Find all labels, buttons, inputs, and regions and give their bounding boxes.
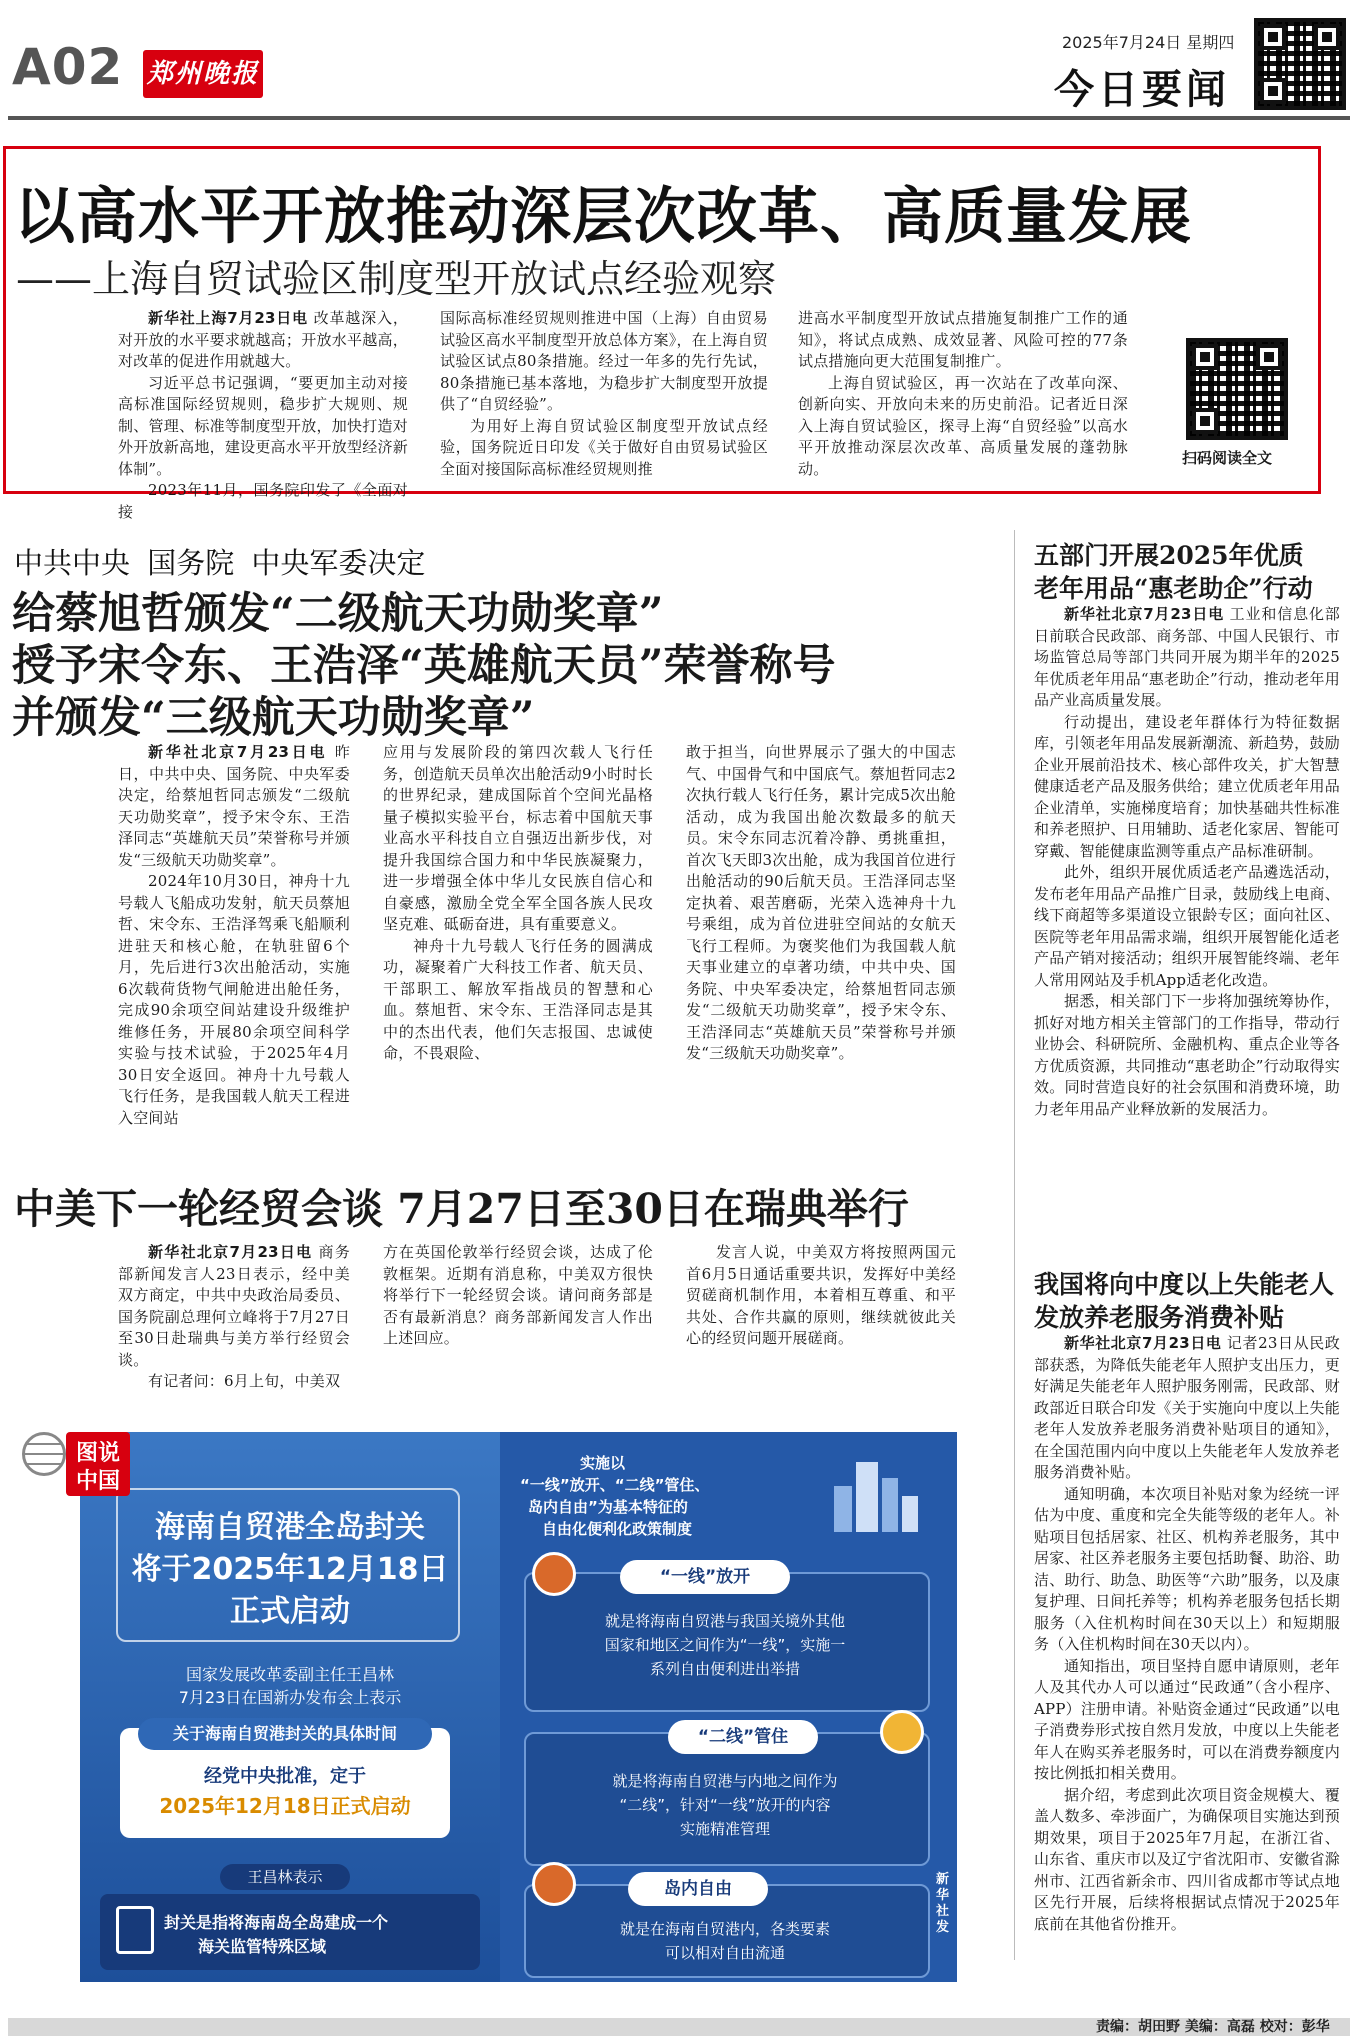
lead-column-3: [798, 308, 1128, 480]
implement-line-1: 实施以: [580, 1454, 626, 1472]
yixian-line-1: 就是将海南自贸港与我国关境外其他: [604, 1612, 845, 1630]
daonei-line-1: 就是在海南自贸港内，各类要素: [619, 1920, 830, 1938]
column-badge-line-1: 图说: [75, 1441, 120, 1466]
dateline: 新华社北京7月23日电: [1064, 605, 1225, 623]
wang-line-1: 封关是指将海南岛全岛建成一个: [164, 1913, 389, 1932]
paragraph: 上海自贸试验区，再一次站在了改革向深、创新向实、开放向未来的历史前沿。记者近日深入上海自贸试验区，探寻上海“自贸经验”以高水平开放推动深层次改革、高质量发展的蓬勃脉动。: [798, 373, 1128, 478]
paragraph: 习近平总书记强调，“要更加主动对接高标准国际经贸规则，稳步扩大规则、规制、管理、标准等制度型开放，加快打造对外开放新高地，建设更高水平开放型经济新体制”。: [118, 373, 408, 478]
infographic: [80, 1432, 957, 1982]
paragraph: 发言人说，中美双方将按照两国元首6月5日通话重要共识，发挥好中美经贸磋商机制作用，本着相互尊重、和平共处、合作共赢的原则，继续就彼此关心的经贸问题开展磋商。: [686, 1243, 956, 1347]
lead-subtitle: ——上海自贸试验区制度型开放试点经验观察: [16, 257, 777, 301]
space-title-line-1: 给蔡旭哲颁发“二级航天功勋奖章”: [12, 589, 664, 639]
elderly-goods-title-1: 五部门开展2025年优质: [1034, 541, 1304, 570]
implement-line-4: 自由化便利化政策制度: [542, 1520, 693, 1538]
time-line-1: 经党中央批准，定于: [204, 1766, 366, 1787]
space-column-1: 新华社北京7月23日电 昨日，中共中央、国务院、中央军委决定，给蔡旭哲同志颁发“二级航天功勋奖章”，授予宋令东、王浩泽同志“英雄航天员”荣誉称号并颁发“三级航天功勋奖章”。 2024年10月30日，神舟十九号载人飞船成功发射，航天员蔡旭哲、宋令东、王浩泽驾乘飞船顺利进驻天和核心舱，在轨驻留6个月，先后进行3次出舱活动，实施6次载荷货物气闸舱进出舱任务，完成90余项空间站建设升级维护维修任务，开展80余项空间科学实验与技术试验，于2025年4月30日安全返回。神舟十九号载人飞行任务，是我国载人航天工程进入空间站: [118, 742, 350, 1129]
page-number: A02: [12, 38, 124, 96]
source-line-1: 国家发展改革委副主任王昌林: [185, 1665, 394, 1684]
paragraph: 2024年10月30日，神舟十九号载人飞船成功发射，航天员蔡旭哲、宋令东、王浩泽驾乘飞船顺利进驻天和核心舱，在轨驻留6个月，先后进行3次出舱活动，实施6次载荷货物气闸舱进出舱任务，完成90余项空间站建设升级维护维修任务，开展80余项空间科学实验与技术试验，于2025年4月30日安全返回。神舟十九号载人飞行任务，是我国载人航天工程进入空间站: [118, 872, 350, 1127]
paragraph: 应用与发展阶段的第四次载人飞行任务，创造航天员单次出舱活动9小时时长的世界纪录，建成国际首个空间光晶格量子模拟实验平台，标志着中国航天事业高水平科技自立自强迈出新步伐，对提升我国综合国力和中华民族凝聚力，进一步增强全体中华儿女民族自信心和自豪感，激励全党全军全国各族人民攻坚克难、砥砺奋进，具有重要意义。: [383, 743, 653, 933]
infographic-credit: 新华社发: [936, 1872, 950, 1935]
paragraph: 神舟十九号载人飞行任务的圆满成功，凝聚着广大科技工作者、航天员、干部职工、解放军指战员的智慧和心血。蔡旭哲、宋令东、王浩泽同志是其中的杰出代表，他们矢志报国、忠诚使命，不畏艰险、: [383, 936, 653, 1062]
daonei-line-2: 可以相对自由流通: [664, 1944, 785, 1962]
source-line-2: 7月23日在国新办发布会上表示: [178, 1688, 402, 1707]
city-buildings-icon: [830, 1458, 920, 1532]
column-badge-line-2: 中国: [75, 1469, 120, 1494]
document-icon: [116, 1906, 154, 1954]
paragraph: 进高水平制度型开放试点措施复制推广工作的通知》，将试点成熟、成效显著、风险可控的77条试点措施向更大范围复制推广。: [798, 309, 1128, 370]
paragraph: 敢于担当，向世界展示了强大的中国志气、中国骨气和中国底气。蔡旭哲同志2次执行载人飞行任务，累计完成5次出舱活动，成为我国出舱次数最多的航天员。宋令东同志沉着冷静、勇挑重担，首次飞天即3次出舱，成为我国首位进行出舱活动的90后航天员。王浩泽同志坚定执着、艰苦磨砺，光荣入选神舟十九号乘组，成为首位进驻空间站的女航天飞行工程师。为褒奖他们为我国载人航天事业建立的卓著功绩，中共中央、国务院、中央军委决定，给蔡旭哲同志颁发“二级航天功勋奖章”，授予宋令东、王浩泽同志“英雄航天员”荣誉称号并颁发“三级航天功勋奖章”。: [686, 743, 956, 1062]
lead-column-1: 新华社上海7月23日电 改革越深入，对开放的水平要求就越高；开放水平越高，对改革的促进作用就越大。 习近平总书记强调，“要更加主动对接高标准国际经贸规则，稳步扩大规则、规制、管理、标准等制度型开放，加快打造对外开放新高地，建设更高水平开放型经济新体制”。 2023年11月，国务院印发了《全面对接: [118, 308, 408, 523]
paragraph: 为用好上海自贸试验区制度型开放试点经验，国务院近日印发《关于做好自由贸易试验区全面对接国际高标准经贸规则推: [440, 416, 768, 478]
elderly-goods-body: 新华社北京7月23日电 工业和信息化部日前联合民政部、商务部、中国人民银行、市场监管总局等部门共同开展为期半年的2025年优质老年用品“惠老助企”行动，推动老年用品产业高质量发展。 行动提出，建设老年群体行为特征数据库，引领老年用品发展新潮流、新趋势，鼓励企业开展前沿技术、核心部件攻关，扩大智慧健康适老产品及服务供给；建立优质老年用品企业清单，实施梯度培育；加快基础共性标准和养老照护、日用辅助、适老化家居、智能可穿戴、智能健康监测等重点产品标准研制。 此外，组织开展优质适老产品遴选活动，发布老年用品产品推广目录，鼓励线上电商、线下商超等多渠道设立银龄专区；面向社区、医院等老年用品需求端，组织开展智能化适老产品产销对接活动；组织开展智能终端、老年人常用网站及手机App适老化改造。 据悉，相关部门下一步将加强统筹协作，抓好对地方相关主管部门的工作指导，带动行业协会、科研院所、金融机构、重点企业等各方优质资源，共同推动“惠老助企”行动取得实效。同时营造良好的社会氛围和消费环境，助力老年用品产业释放新的发展活力。: [1034, 604, 1340, 1120]
elderly-care-body: 新华社北京7月23日电 记者23日从民政部获悉，为降低失能老年人照护支出压力，更好满足失能老年人照护服务刚需，民政部、财政部近日联合印发《关于实施向中度以上失能老年人发放养老服务消费补贴项目的通知》，在全国范围内向中度以上失能老年人发放养老服务消费补贴。 通知明确，本次项目补贴对象为经统一评估为中度、重度和完全失能等级的老年人。补贴项目包括居家、社区、机构养老服务，其中居家、社区养老服务主要包括助餐、助浴、助洁、助行、助急、助医等“六助”服务，以及康复护理、日间托养等；机构养老服务包括长期服务（入住机构时间在30天以上）和短期服务（入住机构时间在30天以内）。 通知指出，项目坚持自愿申请原则，老年人及其代办人可以通过“民政通”（含小程序、APP）注册申请。补贴资金通过“民政通”以电子消费券形式按自然月发放，中度以上失能老年人在购买养老服务时，可以在消费券额度内按比例抵扣相关费用。 据介绍，考虑到此次项目资金规模大、覆盖人数多、牵涉面广，为确保项目实施达到预期效果，项目于2025年7月起，在浙江省、山东省、重庆市以及辽宁省沈阳市、安徽省滁州市、江西省新余市、四川省成都市等试点地区先行开展，后续将根据试点情况于2025年底前在其他省份推开。: [1034, 1333, 1340, 1935]
wang-line-2: 海关监管特殊区域: [198, 1937, 327, 1956]
qr-caption: 扫码阅读全文: [1182, 449, 1273, 467]
implement-line-2: “一线”放开、“二线”管住、: [520, 1476, 710, 1494]
paragraph: 据介绍，考虑到此次项目资金规模大、覆盖人数多、牵涉面广，为确保项目实施达到预期效果，项目于2025年7月起，在浙江省、山东省、重庆市以及辽宁省沈阳市、安徽省滁州市、江西省新余市、四川省成都市等试点地区先行开展，后续将根据试点情况于2025年底前在其他省份推开。: [1034, 1785, 1340, 1933]
yixian-line-2: 国家和地区之间作为“一线”，实施一: [604, 1636, 846, 1654]
trade-title: 中美下一轮经贸会谈 7月27日至30日在瑞典举行: [14, 1185, 909, 1233]
elderly-care-title-1: 我国将向中度以上失能老人: [1034, 1270, 1335, 1299]
ship-icon: [532, 1552, 576, 1596]
magnifier-icon: [880, 1710, 924, 1754]
globe-icon: [22, 1432, 66, 1476]
time-label: 关于海南自贸港封关的具体时间: [138, 1718, 432, 1750]
lead-title: 以高水平开放推动深层次改革、高质量发展: [14, 181, 1193, 252]
infographic-main-1: 海南自贸港全岛封关: [155, 1510, 425, 1545]
footer-editors: 责编：胡田野 美编：高磊 校对：彭华: [1096, 2019, 1330, 2035]
paragraph: 有记者问：6月上旬，中美双: [148, 1372, 341, 1390]
yixian-line-3: 系列自由便利进出举措: [649, 1660, 800, 1678]
trade-column-2: [383, 1242, 653, 1350]
issue-date: 2025年7月24日 星期四: [1062, 33, 1235, 52]
section-name: 今日要闻: [1054, 67, 1230, 113]
infographic-main-3: 正式启动: [230, 1594, 350, 1629]
dateline: 新华社上海7月23日电: [148, 309, 308, 327]
infographic-main-2: 将于2025年12月18日: [131, 1552, 449, 1587]
paragraph: 国际高标准经贸规则推进中国（上海）自由贸易试验区高水平制度型开放总体方案》，在上海自贸试验区试点80条措施。经过一年多的先行先试，80条措施已基本落地，为稳步扩大制度型开放提供了“自贸经验”。: [440, 309, 768, 413]
space-column-2: [383, 742, 653, 1065]
qr-code-lead[interactable]: [1186, 338, 1288, 440]
erxian-line-3: 实施精准管理: [679, 1820, 770, 1838]
right-column-rule: [1014, 530, 1015, 1960]
erxian-line-1: 就是将海南自贸港与内地之间作为: [612, 1772, 838, 1790]
paragraph: 方在英国伦敦举行经贸会谈，达成了伦敦框架。近期有消息称，中美双方很快将举行下一轮经贸会谈。请问商务部是否有最新消息？商务部新闻发言人作出上述回应。: [383, 1243, 653, 1347]
implement-line-3: 岛内自由”为基本特征的: [528, 1498, 688, 1516]
paragraph: 通知指出，项目坚持自愿申请原则，老年人及其代办人可以通过“民政通”（含小程序、APP）注册申请。补贴资金通过“民政通”以电子消费券形式按自然月发放，中度以上失能老年人在购买养老服务时，可以在消费券额度内按比例抵扣相关费用。: [1034, 1656, 1340, 1782]
trade-column-1: 新华社北京7月23日电 商务部新闻发言人23日表示，经中美双方商定，中共中央政治局委员、国务院副总理何立峰将于7月27日至30日赴瑞典与美方举行经贸会谈。 有记者问：6月上旬，中美双: [118, 1242, 350, 1393]
erxian-label: “二线”管住: [668, 1720, 818, 1754]
space-column-3: [686, 742, 956, 1065]
paper-name: 郑州晚报: [146, 59, 259, 89]
space-title-line-2: 授予宋令东、王浩泽“英雄航天员”荣誉称号: [12, 641, 836, 691]
lead-column-2: [440, 308, 768, 480]
wang-label: 王昌林表示: [220, 1864, 350, 1890]
space-kicker: 中共中央 国务院 中央军委决定: [14, 546, 426, 580]
paragraph: 据悉，相关部门下一步将加强统筹协作，抓好对地方相关主管部门的工作指导，带动行业协会、科研院所、金融机构、重点企业等各方优质资源，共同推动“惠老助企”行动取得实效。同时营造良好的社会氛围和消费环境，助力老年用品产业释放新的发展活力。: [1034, 992, 1340, 1118]
qr-code-header[interactable]: [1254, 18, 1346, 110]
erxian-line-2: “二线”，针对“一线”放开的内容: [619, 1796, 831, 1814]
trade-column-3: [686, 1242, 956, 1350]
elderly-care-title-2: 发放养老服务消费补贴: [1034, 1303, 1285, 1332]
space-title-line-3: 并颁发“三级航天功勋奖章”: [12, 693, 535, 743]
paragraph: 此外，组织开展优质适老产品遴选活动，发布老年用品产品推广目录，鼓励线上电商、线下商超等多渠道设立银龄专区；面向社区、医院等老年用品需求端，组织开展智能化适老产品产销对接活动；组织开展智能终端、老年人常用网站及手机App适老化改造。: [1034, 863, 1340, 989]
header-rule: [8, 116, 1350, 120]
paragraph: 通知明确，本次项目补贴对象为经统一评估为中度、重度和完全失能等级的老年人。补贴项目包括居家、社区、机构养老服务，其中居家、社区养老服务主要包括助餐、助浴、助洁、助行、助急、助医等“六助”服务，以及康复护理、日间托养等；机构养老服务包括长期服务（入住机构时间在30天以上）和短期服务（入住机构时间在30天以内）。: [1034, 1484, 1340, 1653]
paragraph: 行动提出，建设老年群体行为特征数据库，引领老年用品发展新潮流、新趋势，鼓励企业开展前沿技术、核心部件攻关，扩大智慧健康适老产品及服务供给；建立优质老年用品企业清单，实施梯度培育；加快基础共性标准和养老照护、日用辅助、适老化家居、智能可穿戴、智能健康监测等重点产品标准研制。: [1034, 712, 1340, 860]
basket-icon: [532, 1862, 576, 1906]
paper-logo: [143, 50, 263, 98]
dateline: 新华社北京7月23日电: [148, 1243, 313, 1261]
dateline: 新华社北京7月23日电: [148, 743, 328, 761]
paragraph: 2023年11月，国务院印发了《全面对接: [118, 481, 408, 521]
daonei-label: 岛内自由: [628, 1872, 768, 1906]
dateline: 新华社北京7月23日电: [1064, 1334, 1222, 1352]
time-line-2: 2025年12月18日正式启动: [159, 1794, 411, 1818]
yixian-label: “一线”放开: [620, 1560, 790, 1594]
elderly-goods-title-2: 老年用品“惠老助企”行动: [1034, 574, 1313, 603]
